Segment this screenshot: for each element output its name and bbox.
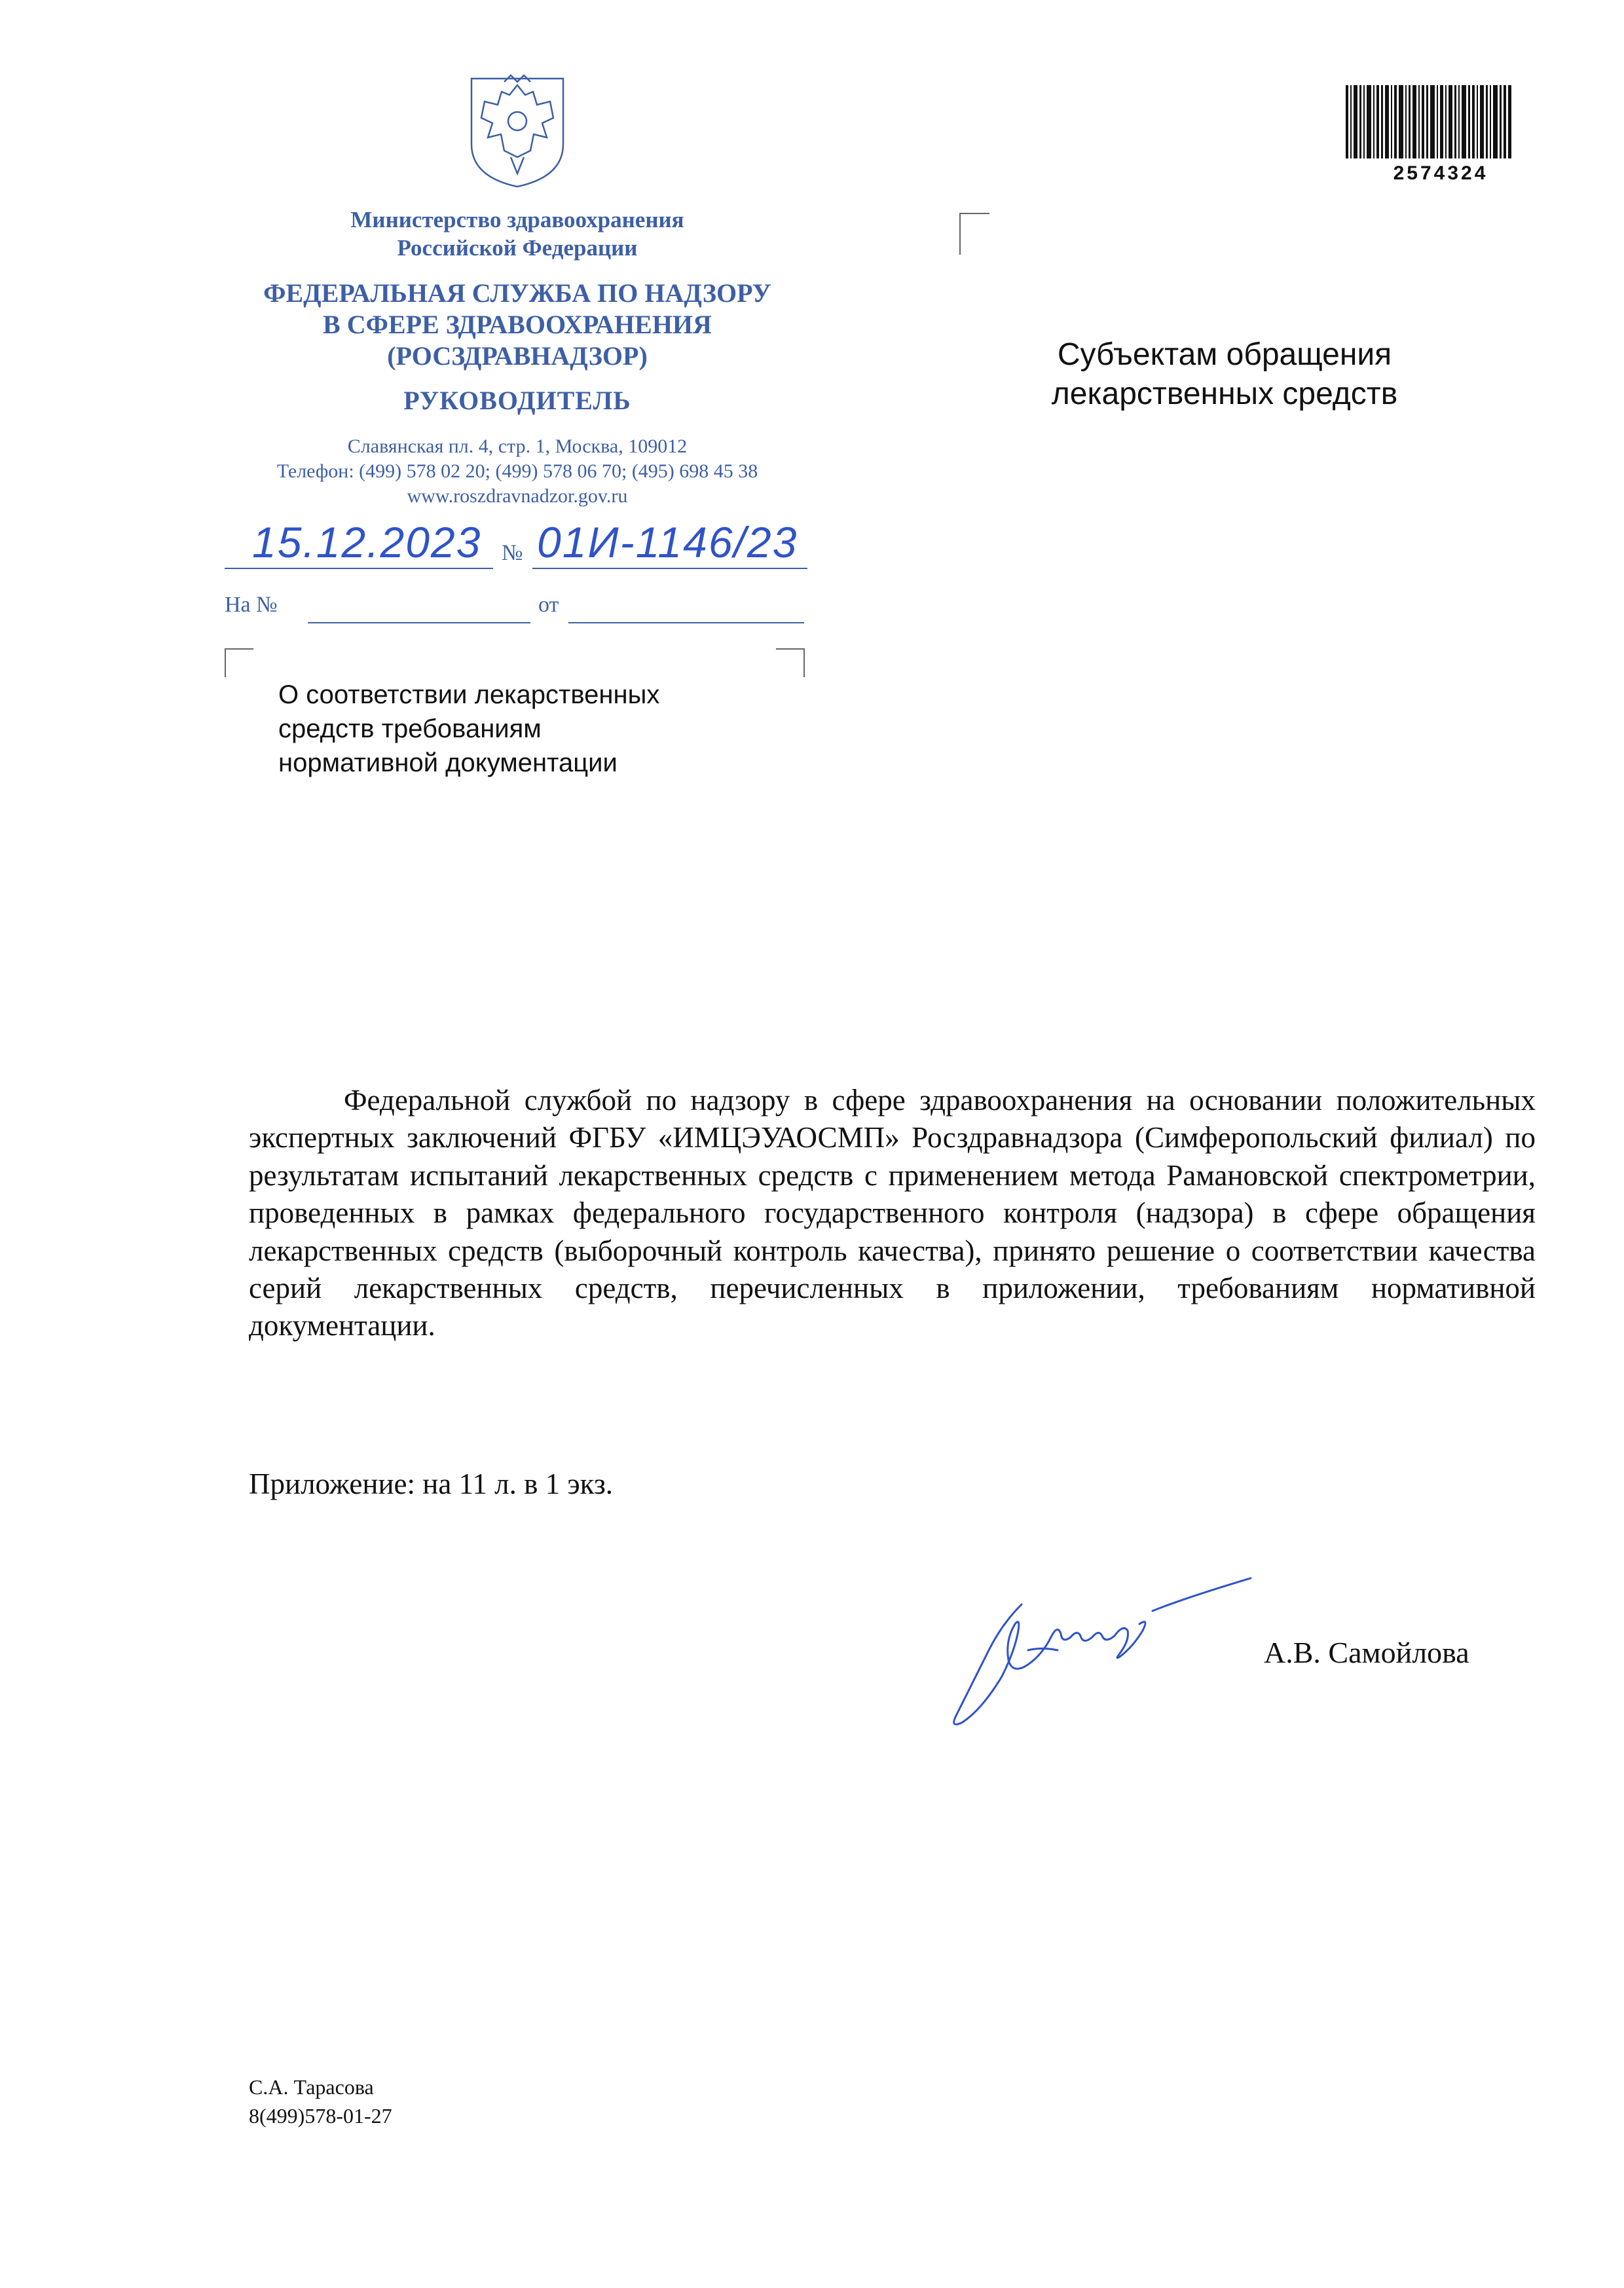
head-title: РУКОВОДИТЕЛЬ <box>403 386 631 415</box>
letter-subject <box>278 678 776 780</box>
reply-from-blank <box>568 622 804 623</box>
executor-phone: 8(499)578-01-27 <box>249 2104 392 2128</box>
executor-block <box>249 2073 392 2130</box>
barcode-icon <box>1346 85 1511 158</box>
russian-coat-of-arms-icon <box>458 65 576 190</box>
service-line-2: В СФЕРЕ ЗДРАВООХРАНЕНИЯ <box>323 310 712 339</box>
attachment-note: Приложение: на 11 л. в 1 экз. <box>249 1467 613 1500</box>
registration-number-label: № <box>502 541 523 565</box>
reply-to-label: На № <box>225 593 278 617</box>
service-line-1: ФЕДЕРАЛЬНАЯ СЛУЖБА ПО НАДЗОРУ <box>263 278 771 308</box>
website-line: www.roszdravnadzor.gov.ru <box>407 485 628 507</box>
addressee-line-1: Субъектам обращения <box>1057 337 1392 372</box>
addressee <box>963 335 1486 414</box>
phone-line: Телефон: (499) 578 02 20; (499) 578 06 70; (495) 698 45 38 <box>276 460 758 482</box>
addressee-corner <box>959 213 989 255</box>
address-line: Славянская пл. 4, стр. 1, Москва, 109012 <box>347 435 688 457</box>
contact-block <box>203 434 832 509</box>
registration-number: 01И-1146/23 <box>537 518 798 566</box>
subject-corner-right <box>776 648 805 677</box>
executor-name: С.А. Тарасова <box>249 2075 374 2099</box>
subject-line-1: О соответствии лекарственных <box>278 680 660 709</box>
subject-corner-left <box>225 648 253 677</box>
ministry-line-1: Министерство здравоохранения <box>350 207 684 232</box>
reply-to-blank <box>308 622 530 623</box>
subject-line-2: средств требованиям <box>278 714 542 743</box>
service-line-3: (РОСЗДРАВНАДЗОР) <box>387 341 648 371</box>
ministry-line-2: Российской Федерации <box>397 235 638 261</box>
service-name <box>196 278 838 372</box>
barcode-number: 2574324 <box>1393 162 1488 184</box>
subject-line-3: нормативной документации <box>278 748 618 777</box>
ministry-name <box>223 206 812 262</box>
registration-date: 15.12.2023 <box>252 518 482 566</box>
signature-icon <box>943 1526 1270 1735</box>
letter-body: Федеральной службой по надзору в сфере здравоохранения на основании положительных экспертных заключений ФГБУ «ИМЦЭУАОСМП» Росздравнадзора (Симферопольский филиал) по результатам испытаний лекарственных средств с применением метода Рамановской спектрометрии, проведенных в рамках федерального государственного контроля (надзора) в сфере обращения лекарственных средств (выборочный контроль качества), принято решение о соответствии качества серий лекарственных средств, перечисленных в приложении, требованиям нормативной документации. <box>249 1084 1536 1342</box>
addressee-line-2: лекарственных средств <box>1051 377 1398 411</box>
signer-name: А.В. Самойлова <box>1264 1636 1469 1669</box>
reply-from-label: от <box>538 593 559 617</box>
